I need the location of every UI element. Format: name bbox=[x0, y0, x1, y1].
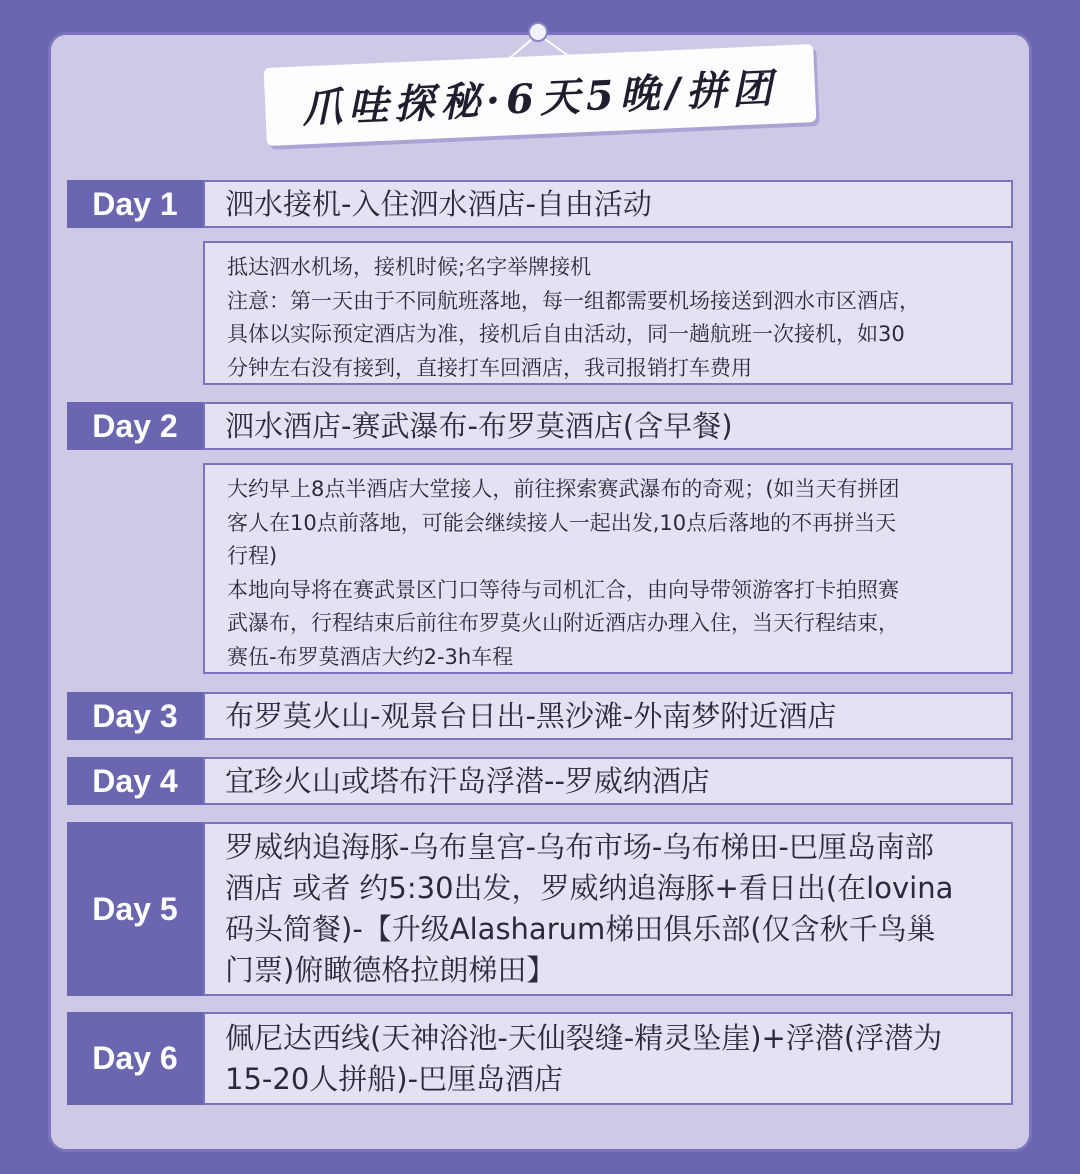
day-1-header bbox=[67, 180, 1013, 228]
title-line: 门票)俯瞰德格拉朗梯田】 bbox=[225, 953, 556, 987]
description-line: 赛伍-布罗莫酒店大约2-3h车程 bbox=[227, 644, 514, 669]
day-label: Day 5 bbox=[67, 822, 203, 996]
day-label: Day 3 bbox=[67, 692, 203, 740]
page-title: 爪哇探秘·6天5晚/拼团 bbox=[301, 64, 780, 132]
day-2-description bbox=[203, 463, 1013, 674]
title-line: 酒店 或者 约5:30出发，罗威纳追海豚+看日出(在lovina bbox=[225, 871, 954, 905]
day-label: Day 6 bbox=[67, 1012, 203, 1105]
day-title: 宜珍火山或塔布汗岛浮潜--罗威纳酒店 bbox=[203, 757, 1013, 805]
day-title bbox=[203, 1012, 1013, 1105]
description-line: 大约早上8点半酒店大堂接人，前往探索赛武瀑布的奇观；(如当天有拼团 bbox=[227, 477, 900, 501]
day-1-description bbox=[203, 241, 1013, 385]
day-title: 布罗莫火山-观景台日出-黑沙滩-外南梦附近酒店 bbox=[203, 692, 1013, 740]
day-3-header bbox=[67, 692, 1013, 740]
description-line: 客人在10点前落地，可能会继续接人一起出发,10点后落地的不再拼当天 bbox=[227, 510, 897, 535]
day-label: Day 4 bbox=[67, 757, 203, 805]
day-title bbox=[203, 822, 1013, 996]
day-label: Day 1 bbox=[67, 180, 203, 228]
description-line: 分钟左右没有接到，直接打车回酒店，我司报销打车费用 bbox=[227, 355, 752, 380]
day-2-header bbox=[67, 402, 1013, 450]
day-6-header bbox=[67, 1012, 1013, 1105]
title-line: 码头简餐)-【升级Alasharum梯田俱乐部(仅含秋千鸟巢 bbox=[225, 912, 936, 946]
title-line: 15-20人拼船)-巴厘岛酒店 bbox=[225, 1061, 564, 1096]
day-label: Day 2 bbox=[67, 402, 203, 450]
title-line: 罗威纳追海豚-乌布皇宫-乌布市场-乌布梯田-巴厘岛南部 bbox=[225, 830, 934, 864]
description-line: 抵达泗水机场，接机时候;名字举牌接机 bbox=[227, 255, 592, 279]
pin-icon bbox=[528, 22, 548, 42]
title-line: 佩尼达西线(天神浴池-天仙裂缝-精灵坠崖)+浮潜(浮潜为 bbox=[225, 1020, 943, 1055]
day-title: 泗水酒店-赛武瀑布-布罗莫酒店(含早餐) bbox=[203, 402, 1013, 450]
description-line: 行程) bbox=[227, 544, 278, 568]
description-line: 武瀑布，行程结束后前往布罗莫火山附近酒店办理入住，当天行程结束， bbox=[227, 611, 899, 635]
description-line: 具体以实际预定酒店为准，接机后自由活动，同一趟航班一次接机，如30 bbox=[227, 322, 905, 346]
day-title: 泗水接机-入住泗水酒店-自由活动 bbox=[203, 180, 1013, 228]
description-line: 注意：第一天由于不同航班落地，每一组都需要机场接送到泗水市区酒店， bbox=[227, 288, 920, 313]
day-4-header bbox=[67, 757, 1013, 805]
day-5-header bbox=[67, 822, 1013, 996]
description-line: 本地向导将在赛武景区门口等待与司机汇合，由向导带领游客打卡拍照赛 bbox=[227, 577, 899, 602]
